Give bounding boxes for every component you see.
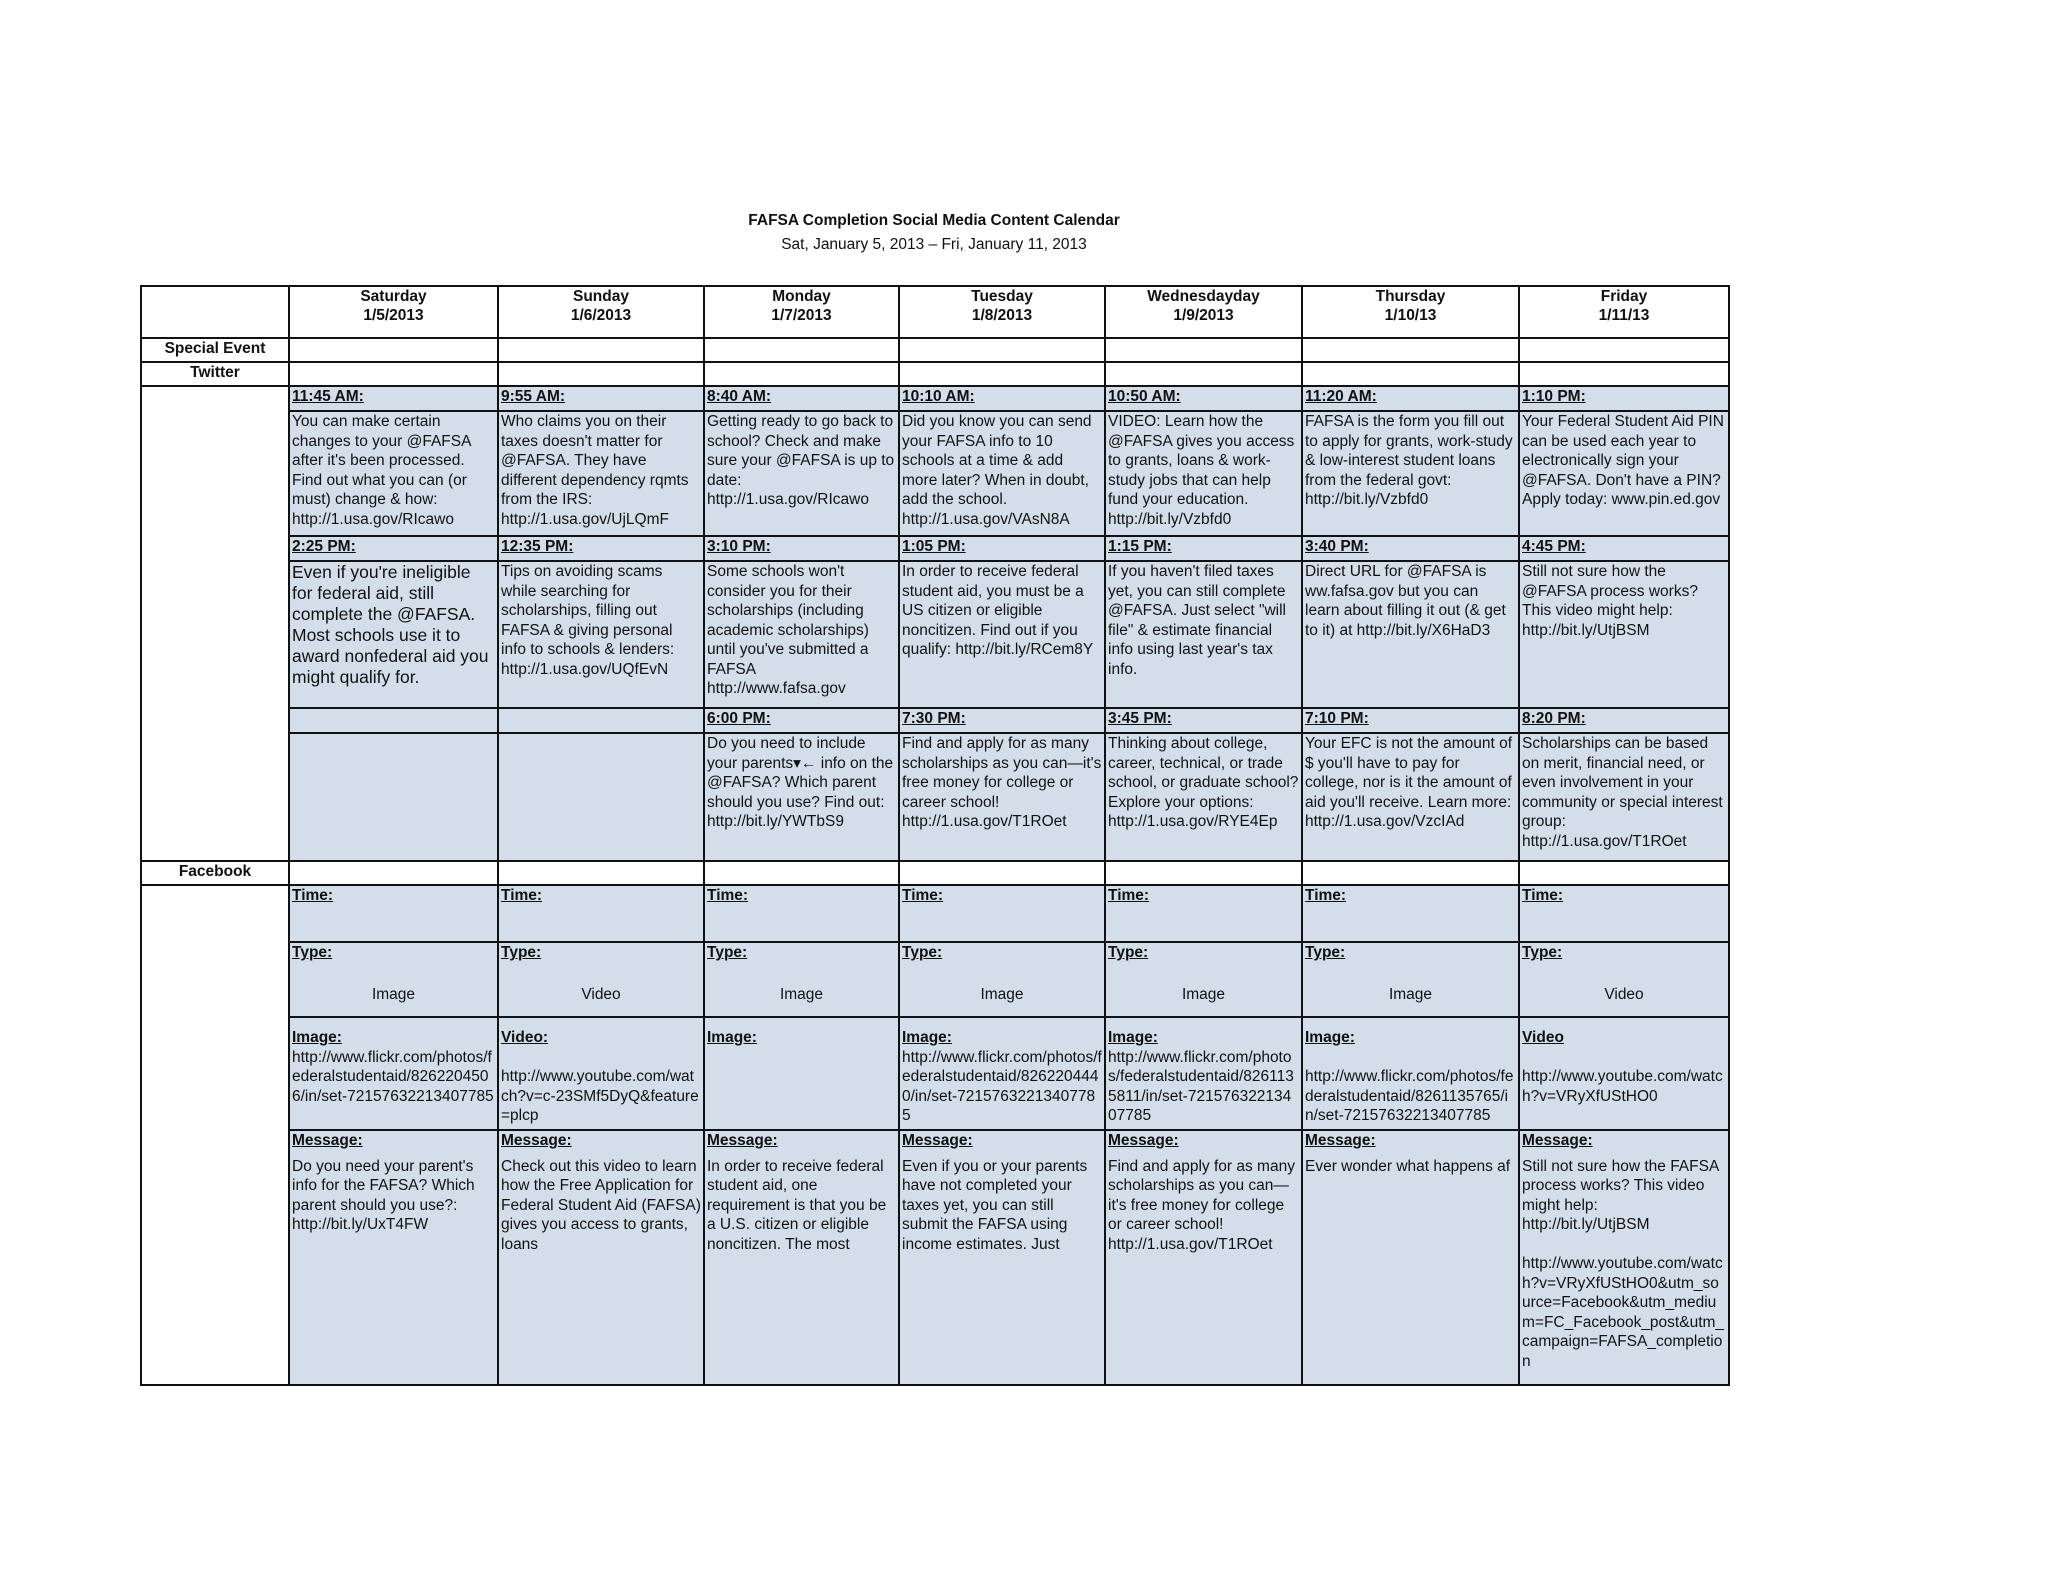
special-event-cell <box>899 338 1105 362</box>
tweet-cell <box>704 411 899 536</box>
day-date: 1/9/2013 <box>1173 307 1234 324</box>
day-header <box>899 286 1105 338</box>
fb-media-cell <box>498 1017 704 1130</box>
tweet-time-label: 2:25 PM: <box>292 538 356 555</box>
empty-cell <box>899 362 1105 386</box>
tweet-text: Scholarships can be based on merit, financial need, or even involvement in your community or special interest group: http://1.usa.gov/T1ROet <box>1522 735 1723 850</box>
tweet-text: Some schools won't consider you for their scholarships (including academic scholarships) until you've submitted a FAFSA http://www.fafsa.gov <box>707 563 869 697</box>
tweet-cell <box>289 411 498 536</box>
fb-type-value: Image <box>1181 985 1226 1003</box>
fb-time-cell <box>899 885 1105 942</box>
fb-time-cell <box>1519 885 1729 942</box>
tweet-time <box>899 536 1105 561</box>
fb-media-label: Image: <box>707 1029 757 1046</box>
tweet-cell <box>1302 561 1519 708</box>
tweet-time-label: 12:35 PM: <box>501 538 574 555</box>
special-event-cell <box>289 338 498 362</box>
special-event-cell <box>704 338 899 362</box>
special-event-cell <box>498 338 704 362</box>
tweet-text: Who claims you on their taxes doesn't matter for @FAFSA. They have different dependency rqmts from the IRS: http://1.usa.gov/UjLQmF <box>501 413 689 528</box>
day-name: Saturday <box>360 288 427 305</box>
tweet-cell <box>498 561 704 708</box>
fb-message-label: Message: <box>501 1132 572 1149</box>
day-date: 1/5/2013 <box>363 307 424 324</box>
fb-message-text: Ever wonder what happens af <box>1305 1157 1511 1175</box>
fb-time-cell <box>1302 885 1519 942</box>
tweet-time <box>289 708 498 733</box>
fb-message-cell <box>1519 1130 1729 1385</box>
tweet-time-label: 7:10 PM: <box>1305 710 1369 727</box>
tweet-time-row <box>141 708 1729 733</box>
empty-cell <box>498 362 704 386</box>
tweet-time <box>899 708 1105 733</box>
tweet-time <box>899 386 1105 411</box>
fb-time-cell <box>289 885 498 942</box>
tweet-cell <box>289 561 498 708</box>
tweet-time-row <box>141 386 1729 411</box>
tweet-time <box>1519 536 1729 561</box>
fb-type-cell <box>1519 942 1729 1017</box>
tweet-time <box>1105 708 1302 733</box>
corner-cell <box>141 286 289 338</box>
tweet-cell <box>899 733 1105 861</box>
facebook-type-row <box>141 942 1729 1017</box>
fb-type-cell <box>704 942 899 1017</box>
tweet-cell <box>1302 733 1519 861</box>
tweet-time-label: 8:20 PM: <box>1522 710 1586 727</box>
fb-type-label: Type: <box>1522 944 1563 961</box>
tweet-time-label: 1:10 PM: <box>1522 388 1586 405</box>
tweet-time-label: 6:00 PM: <box>707 710 771 727</box>
tweet-text: Your EFC is not the amount of $ you'll have to pay for college, nor is it the amount of aid you'll receive. Learn more: http://1.usa.gov/VzcIAd <box>1305 735 1513 830</box>
fb-message-text: Check out this video to learn how the Free Application for Federal Student Aid (FAFSA) gives you access to grants, loans <box>501 1157 701 1253</box>
day-date: 1/10/13 <box>1384 307 1437 324</box>
tweet-cell <box>1105 411 1302 536</box>
empty-cell <box>1519 861 1729 885</box>
tweet-time <box>704 386 899 411</box>
fb-media-label: Video <box>1522 1029 1564 1046</box>
fb-time-cell <box>1105 885 1302 942</box>
day-date: 1/7/2013 <box>771 307 832 324</box>
tweet-text: Getting ready to go back to school? Check and make sure your @FAFSA is up to date: http://1.usa.gov/RIcawo <box>707 413 895 508</box>
fb-media-label: Image: <box>902 1029 952 1046</box>
day-name: Sunday <box>573 288 629 305</box>
tweet-text: Your Federal Student Aid PIN can be used each year to electronically sign your @FAFSA. Don't have a PIN? Apply today: www.pin.ed.gov <box>1522 413 1724 508</box>
special-event-cell <box>1105 338 1302 362</box>
day-name: Thursday <box>1375 288 1446 305</box>
empty-cell <box>1105 861 1302 885</box>
fb-media-label: Video: <box>501 1029 549 1046</box>
twitter-side-cell <box>141 386 289 861</box>
tweet-time-label: 3:10 PM: <box>707 538 771 555</box>
fb-type-label: Type: <box>1108 944 1149 961</box>
empty-cell <box>1105 362 1302 386</box>
empty-cell <box>704 861 899 885</box>
day-date: 1/6/2013 <box>570 307 632 324</box>
content-calendar-table <box>140 285 1730 1386</box>
tweet-time-label: 3:45 PM: <box>1108 710 1172 727</box>
tweet-time-label: 10:50 AM: <box>1108 388 1181 405</box>
tweet-text-row <box>141 411 1729 536</box>
fb-time-label: Time: <box>1522 887 1564 904</box>
fb-type-value: Video <box>1604 985 1644 1003</box>
fb-message-label: Message: <box>1108 1132 1179 1149</box>
day-header <box>1302 286 1519 338</box>
fb-type-label: Type: <box>707 944 748 961</box>
empty-cell <box>289 362 498 386</box>
fb-message-text: In order to receive federal student aid, one requirement is that you be a U.S. citizen or eligible noncitizen. The most <box>707 1157 887 1253</box>
tweet-time-label: 11:20 AM: <box>1305 388 1377 405</box>
special-event-row <box>141 338 1729 362</box>
tweet-cell <box>289 733 498 861</box>
fb-media-cell <box>1519 1017 1729 1130</box>
fb-media-cell <box>289 1017 498 1130</box>
fb-type-value: Video <box>581 985 621 1003</box>
fb-message-label: Message: <box>902 1132 973 1149</box>
fb-type-label: Type: <box>501 944 542 961</box>
fb-message-cell <box>1105 1130 1302 1385</box>
tweet-time <box>1519 708 1729 733</box>
tweet-text: You can make certain changes to your @FAFSA after it's been processed. Find out what you can (or must) change & how: http://1.usa.gov/RIcawo <box>292 413 471 528</box>
fb-message-cell <box>704 1130 899 1385</box>
fb-media-url: http://www.flickr.com/photos/federalstudentaid/8262204506/in/set-72157632213407785 <box>292 1048 494 1105</box>
fb-media-url: http://www.youtube.com/watch?v=c-23SMf5DyQ&feature=plcp <box>501 1068 699 1124</box>
day-name: Wednesdayday <box>1147 288 1260 305</box>
fb-media-label: Image: <box>1108 1029 1158 1046</box>
tweet-time-label: 1:15 PM: <box>1108 538 1172 555</box>
fb-message-label: Message: <box>1305 1132 1376 1149</box>
tweet-time <box>704 536 899 561</box>
special-event-cell <box>1519 338 1729 362</box>
fb-type-value: Image <box>779 985 824 1003</box>
fb-time-label: Time: <box>707 887 749 904</box>
twitter-header-row <box>141 362 1729 386</box>
fb-media-cell <box>899 1017 1105 1130</box>
tweet-cell <box>1519 561 1729 708</box>
twitter-label: Twitter <box>141 362 289 386</box>
tweet-text: Still not sure how the @FAFSA process works? This video might help: http://bit.ly/UtjBSM <box>1522 563 1698 639</box>
tweet-text: Even if you're ineligible for federal aid, still complete the @FAFSA. Most schools use it to award nonfederal aid you might qualify for. <box>292 562 489 687</box>
special-event-label: Special Event <box>141 338 289 362</box>
tweet-cell <box>1105 733 1302 861</box>
tweet-time <box>1302 708 1519 733</box>
tweet-time-label: 9:55 AM: <box>501 388 566 405</box>
fb-message-text: Even if you or your parents have not completed your taxes yet, you can still submit the FAFSA using income estimates. Just <box>902 1157 1088 1253</box>
fb-message-label: Message: <box>707 1132 778 1149</box>
tweet-text: Thinking about college, career, technical, or trade school, or graduate school? Explore your options: http://1.usa.gov/RYE4Ep <box>1108 735 1299 830</box>
fb-type-cell <box>289 942 498 1017</box>
tweet-text: Direct URL for @FAFSA is ww.fafsa.gov but you can learn about filling it out (& get to it) at http://bit.ly/X6HaD3 <box>1305 563 1506 639</box>
empty-cell <box>498 861 704 885</box>
special-event-cell <box>1302 338 1519 362</box>
fb-type-value: Image <box>980 985 1024 1003</box>
facebook-side-cell <box>141 885 289 1385</box>
tweet-time <box>1302 536 1519 561</box>
tweet-time-label: 10:10 AM: <box>902 388 975 405</box>
tweet-cell <box>1519 733 1729 861</box>
fb-message-label: Message: <box>292 1132 363 1149</box>
fb-message-cell <box>1302 1130 1519 1385</box>
tweet-text-row <box>141 561 1729 708</box>
day-header-row <box>141 286 1729 338</box>
day-header <box>498 286 704 338</box>
fb-media-url: http://www.youtube.com/watch?v=VRyXfUStHO0 <box>1522 1068 1723 1105</box>
tweet-time <box>289 386 498 411</box>
tweet-cell <box>1105 561 1302 708</box>
day-name: Friday <box>1600 288 1648 305</box>
empty-cell <box>1302 861 1519 885</box>
fb-time-label: Time: <box>902 887 944 904</box>
fb-media-url: http://www.flickr.com/photos/federalstudentaid/8261135765/in/set-72157632213407785 <box>1305 1068 1514 1124</box>
day-header <box>1105 286 1302 338</box>
tweet-text: FAFSA is the form you fill out to apply for grants, work-study & low-interest student loans from the federal govt: http://bit.ly/Vzbfd0 <box>1305 413 1513 508</box>
day-name: Monday <box>772 288 831 305</box>
empty-cell <box>704 362 899 386</box>
fb-time-cell <box>704 885 899 942</box>
facebook-message-row <box>141 1130 1729 1385</box>
empty-cell <box>289 861 498 885</box>
tweet-time <box>704 708 899 733</box>
tweet-time-label: 7:30 PM: <box>902 710 966 727</box>
fb-type-cell <box>899 942 1105 1017</box>
fb-type-cell <box>1302 942 1519 1017</box>
tweet-time-row <box>141 536 1729 561</box>
tweet-time <box>498 386 704 411</box>
tweet-cell <box>498 411 704 536</box>
facebook-header-row <box>141 861 1729 885</box>
tweet-text: If you haven't filed taxes yet, you can still complete @FAFSA. Just select "will file" & estimate financial info using last year's tax info. <box>1108 563 1287 678</box>
day-name: Tuesday <box>971 288 1033 305</box>
tweet-time-label: 3:40 PM: <box>1305 538 1369 555</box>
tweet-text: Do you need to include your parents▾← info on the @FAFSA? Which parent should you use? Find out: http://bit.ly/YWTbS9 <box>707 735 894 830</box>
tweet-time-label: 8:40 AM: <box>707 388 772 405</box>
tweet-text-row <box>141 733 1729 861</box>
empty-cell <box>899 861 1105 885</box>
fb-message-label: Message: <box>1522 1132 1593 1149</box>
fb-type-value: Image <box>371 985 416 1003</box>
fb-type-cell <box>1105 942 1302 1017</box>
facebook-time-row <box>141 885 1729 942</box>
document-subtitle: Sat, January 5, 2013 – Fri, January 11, 2013 <box>781 236 1087 253</box>
tweet-cell <box>899 561 1105 708</box>
fb-media-label: Image: <box>292 1029 342 1046</box>
tweet-text: Tips on avoiding scams while searching for scholarships, filling out FAFSA & giving personal info to schools & lenders: http://1.usa.gov/UQfEvN <box>501 563 675 678</box>
fb-type-cell <box>498 942 704 1017</box>
facebook-media-row <box>141 1017 1729 1130</box>
tweet-text: In order to receive federal student aid, you must be a US citizen or eligible noncitizen. Find out if you qualify: http://bit.ly/RCem8Y <box>902 563 1094 658</box>
tweet-time <box>498 536 704 561</box>
tweet-cell <box>899 411 1105 536</box>
document-title: FAFSA Completion Social Media Content Calendar <box>748 212 1120 229</box>
fb-media-cell <box>1302 1017 1519 1130</box>
fb-media-url: http://www.flickr.com/photos/federalstudentaid/8262204440/in/set-72157632213407785 <box>902 1048 1102 1124</box>
day-header <box>704 286 899 338</box>
fb-type-label: Type: <box>1305 944 1346 961</box>
fb-message-url: http://www.youtube.com/watch?v=VRyXfUStHO0&utm_source=Facebook&utm_medium=FC_Facebook_post&utm_campaign=FAFSA_completion <box>1522 1255 1725 1370</box>
tweet-text: VIDEO: Learn how the @FAFSA gives you access to grants, loans & work-study jobs that can help fund your education. http://bit.ly/Vzbfd0 <box>1108 413 1295 528</box>
empty-cell <box>1302 362 1519 386</box>
fb-message-cell <box>498 1130 704 1385</box>
empty-cell <box>1519 362 1729 386</box>
fb-type-label: Type: <box>902 944 943 961</box>
fb-message-text: Still not sure how the FAFSA process works? This video might help: http://bit.ly/UtjBSM <box>1522 1157 1719 1233</box>
fb-message-cell <box>289 1130 498 1385</box>
fb-time-cell <box>498 885 704 942</box>
fb-message-text: Do you need your parent's info for the FAFSA? Which parent should you use?: http://bit.ly/UxT4FW <box>292 1157 475 1233</box>
fb-media-cell <box>1105 1017 1302 1130</box>
tweet-time-label: 4:45 PM: <box>1522 538 1586 555</box>
fb-media-label: Image: <box>1305 1029 1355 1046</box>
fb-type-value: Image <box>1388 985 1433 1003</box>
fb-message-text: Find and apply for as many scholarships as you can—it's free money for college or career school! http://1.usa.gov/T1ROet <box>1108 1157 1295 1253</box>
tweet-cell <box>704 561 899 708</box>
tweet-time <box>498 708 704 733</box>
fb-media-url: http://www.flickr.com/photos/federalstudentaid/8261135811/in/set-72157632213407785 <box>1108 1048 1294 1124</box>
tweet-time <box>1302 386 1519 411</box>
tweet-cell <box>1519 411 1729 536</box>
day-date: 1/11/13 <box>1598 307 1650 324</box>
tweet-time <box>1105 386 1302 411</box>
tweet-cell <box>704 733 899 861</box>
fb-message-cell <box>899 1130 1105 1385</box>
tweet-cell <box>1302 411 1519 536</box>
day-date: 1/8/2013 <box>971 307 1033 324</box>
fb-time-label: Time: <box>1305 887 1347 904</box>
tweet-time <box>1519 386 1729 411</box>
fb-time-label: Time: <box>1108 887 1150 904</box>
day-header <box>289 286 498 338</box>
fb-time-label: Time: <box>501 887 543 904</box>
tweet-time <box>289 536 498 561</box>
tweet-time-label: 1:05 PM: <box>902 538 966 555</box>
tweet-time-label: 11:45 AM: <box>292 388 364 405</box>
day-header <box>1519 286 1729 338</box>
tweet-text: Find and apply for as many scholarships as you can—it's free money for college or career school! http://1.usa.gov/T1ROet <box>902 735 1102 830</box>
facebook-label: Facebook <box>141 861 289 885</box>
fb-media-cell <box>704 1017 899 1130</box>
fb-type-label: Type: <box>292 944 333 961</box>
tweet-cell <box>498 733 704 861</box>
fb-time-label: Time: <box>292 887 334 904</box>
tweet-time <box>1105 536 1302 561</box>
tweet-text: Did you know you can send your FAFSA info to 10 schools at a time & add more later? When in doubt, add the school. http://1.usa.gov/VAsN8A <box>902 413 1092 528</box>
